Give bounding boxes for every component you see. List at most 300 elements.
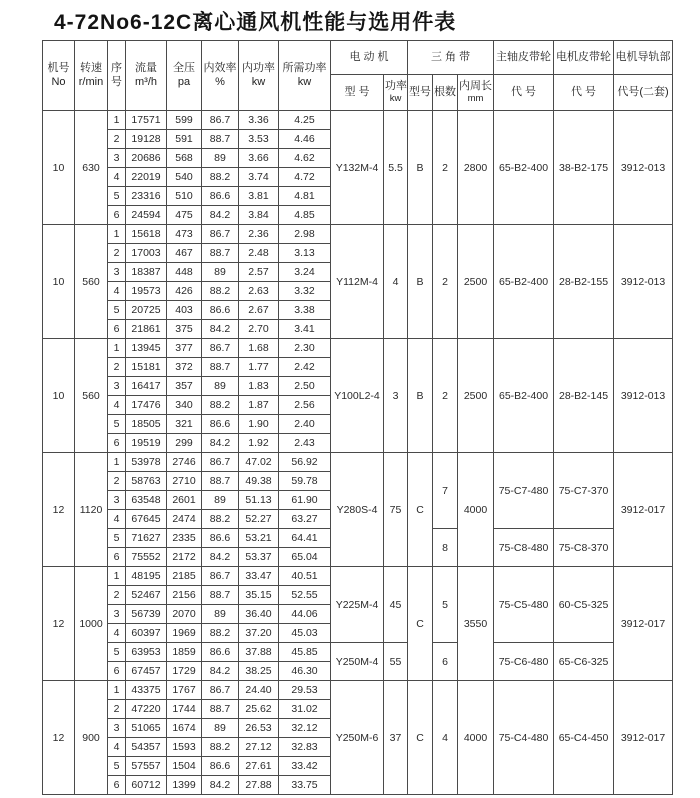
header-belt-count: 根数 [433,75,458,111]
belt-model-cell: C [408,453,433,567]
efficiency-cell: 84.2 [202,662,239,681]
seq-cell: 2 [108,358,126,377]
motor-model-cell: Y250M-4 [331,643,384,681]
header-main-pulley-code: 代 号 [494,75,554,111]
motor-power-cell: 75 [384,453,408,567]
efficiency-cell: 88.7 [202,700,239,719]
power-internal-cell: 27.12 [239,738,279,757]
power-required-cell: 4.62 [279,149,331,168]
efficiency-cell: 89 [202,149,239,168]
motor-model-cell: Y280S-4 [331,453,384,567]
main-pulley-cell: 75-C8-480 [494,529,554,567]
rail-code-cell: 3912-017 [614,681,673,795]
data-row [43,111,673,130]
seq-cell: 6 [108,320,126,339]
pressure-cell: 475 [167,206,202,225]
pressure-cell: 2474 [167,510,202,529]
pressure-cell: 321 [167,415,202,434]
speed-cell: 1120 [75,453,108,567]
machine-no-cell: 12 [43,453,75,567]
power-required-cell: 56.92 [279,453,331,472]
pressure-cell: 357 [167,377,202,396]
power-required-cell: 45.85 [279,643,331,662]
efficiency-cell: 89 [202,491,239,510]
flow-cell: 19573 [126,282,167,301]
efficiency-cell: 86.6 [202,529,239,548]
machine-no-cell: 12 [43,567,75,681]
flow-cell: 47220 [126,700,167,719]
header-speed: 转速 r/min [75,41,108,111]
seq-cell: 4 [108,168,126,187]
header-group-vbelt: 三 角 带 [408,41,494,75]
belt-length-cell: 2500 [458,225,494,339]
power-internal-cell: 1.68 [239,339,279,358]
seq-cell: 2 [108,700,126,719]
efficiency-cell: 89 [202,377,239,396]
pressure-cell: 426 [167,282,202,301]
efficiency-cell: 86.6 [202,187,239,206]
flow-cell: 60397 [126,624,167,643]
data-row [43,643,673,662]
power-internal-cell: 37.20 [239,624,279,643]
machine-no-cell: 12 [43,681,75,795]
power-required-cell: 4.46 [279,130,331,149]
flow-cell: 18505 [126,415,167,434]
power-required-cell: 40.51 [279,567,331,586]
seq-cell: 4 [108,510,126,529]
belt-count-cell: 2 [433,225,458,339]
pressure-cell: 1729 [167,662,202,681]
seq-cell: 2 [108,130,126,149]
pressure-cell: 448 [167,263,202,282]
pressure-cell: 540 [167,168,202,187]
pressure-cell: 2335 [167,529,202,548]
pressure-cell: 1744 [167,700,202,719]
header-power-required: 所需功率 kw [279,41,331,111]
efficiency-cell: 88.7 [202,358,239,377]
flow-cell: 52467 [126,586,167,605]
flow-cell: 15618 [126,225,167,244]
flow-cell: 51065 [126,719,167,738]
flow-cell: 67457 [126,662,167,681]
power-internal-cell: 1.83 [239,377,279,396]
belt-count-cell: 8 [433,529,458,567]
main-pulley-cell: 75-C6-480 [494,643,554,681]
power-internal-cell: 38.25 [239,662,279,681]
efficiency-cell: 88.2 [202,168,239,187]
pressure-cell: 473 [167,225,202,244]
efficiency-cell: 88.2 [202,624,239,643]
flow-cell: 63548 [126,491,167,510]
flow-cell: 17476 [126,396,167,415]
seq-cell: 6 [108,776,126,795]
main-pulley-cell: 65-B2-400 [494,339,554,453]
speed-cell: 560 [75,339,108,453]
flow-cell: 54357 [126,738,167,757]
power-required-cell: 3.41 [279,320,331,339]
flow-cell: 19519 [126,434,167,453]
belt-model-cell: C [408,567,433,681]
power-internal-cell: 2.57 [239,263,279,282]
pressure-cell: 1399 [167,776,202,795]
main-pulley-cell: 75-C4-480 [494,681,554,795]
power-required-cell: 64.41 [279,529,331,548]
efficiency-cell: 84.2 [202,434,239,453]
power-internal-cell: 51.13 [239,491,279,510]
motor-pulley-cell: 60-C5-325 [554,567,614,643]
power-internal-cell: 36.40 [239,605,279,624]
belt-length-cell: 2800 [458,111,494,225]
pressure-cell: 375 [167,320,202,339]
power-internal-cell: 2.67 [239,301,279,320]
header-pressure: 全压 pa [167,41,202,111]
efficiency-cell: 86.6 [202,301,239,320]
motor-pulley-cell: 28-B2-155 [554,225,614,339]
efficiency-cell: 88.7 [202,586,239,605]
data-row [43,453,673,472]
power-internal-cell: 3.66 [239,149,279,168]
flow-cell: 20725 [126,301,167,320]
pressure-cell: 591 [167,130,202,149]
flow-cell: 75552 [126,548,167,567]
header-belt-model: 型号 [408,75,433,111]
power-internal-cell: 3.36 [239,111,279,130]
header-rail-code: 代号(二套) [614,75,673,111]
power-required-cell: 29.53 [279,681,331,700]
pressure-cell: 599 [167,111,202,130]
seq-cell: 3 [108,605,126,624]
motor-power-cell: 55 [384,643,408,681]
seq-cell: 5 [108,529,126,548]
power-required-cell: 31.02 [279,700,331,719]
power-internal-cell: 3.53 [239,130,279,149]
flow-cell: 18387 [126,263,167,282]
power-required-cell: 59.78 [279,472,331,491]
header-main-pulley: 主轴皮带轮 [494,41,554,75]
efficiency-cell: 86.7 [202,567,239,586]
seq-cell: 2 [108,244,126,263]
efficiency-cell: 86.7 [202,225,239,244]
header-motor-model: 型 号 [331,75,384,111]
seq-cell: 6 [108,206,126,225]
efficiency-cell: 88.7 [202,244,239,263]
rail-code-cell: 3912-013 [614,339,673,453]
power-internal-cell: 33.47 [239,567,279,586]
speed-cell: 630 [75,111,108,225]
belt-count-cell: 2 [433,111,458,225]
pressure-cell: 2070 [167,605,202,624]
seq-cell: 4 [108,738,126,757]
seq-cell: 1 [108,111,126,130]
flow-cell: 63953 [126,643,167,662]
motor-power-cell: 45 [384,567,408,643]
power-internal-cell: 1.92 [239,434,279,453]
spec-table-body [43,111,673,795]
flow-cell: 17571 [126,111,167,130]
speed-cell: 900 [75,681,108,795]
seq-cell: 6 [108,662,126,681]
motor-model-cell: Y112M-4 [331,225,384,339]
efficiency-cell: 84.2 [202,206,239,225]
flow-cell: 60712 [126,776,167,795]
efficiency-cell: 84.2 [202,776,239,795]
power-internal-cell: 37.88 [239,643,279,662]
pressure-cell: 510 [167,187,202,206]
fan-spec-table [42,40,673,795]
belt-count-cell: 5 [433,567,458,643]
main-pulley-cell: 75-C7-480 [494,453,554,529]
power-required-cell: 2.43 [279,434,331,453]
power-internal-cell: 35.15 [239,586,279,605]
header-machine-no: 机号 No [43,41,75,111]
flow-cell: 20686 [126,149,167,168]
belt-count-cell: 6 [433,643,458,681]
flow-cell: 57557 [126,757,167,776]
data-row [43,225,673,244]
power-required-cell: 2.50 [279,377,331,396]
power-internal-cell: 2.63 [239,282,279,301]
power-required-cell: 2.42 [279,358,331,377]
pressure-cell: 2710 [167,472,202,491]
power-internal-cell: 3.84 [239,206,279,225]
rail-code-cell: 3912-017 [614,453,673,567]
header-motor-pulley-code: 代 号 [554,75,614,111]
efficiency-cell: 88.7 [202,130,239,149]
pressure-cell: 2185 [167,567,202,586]
flow-cell: 67645 [126,510,167,529]
flow-cell: 13945 [126,339,167,358]
power-required-cell: 33.75 [279,776,331,795]
data-row [43,567,673,586]
power-internal-cell: 53.37 [239,548,279,567]
efficiency-cell: 86.6 [202,415,239,434]
power-required-cell: 33.42 [279,757,331,776]
efficiency-cell: 86.7 [202,453,239,472]
power-required-cell: 32.83 [279,738,331,757]
flow-cell: 19128 [126,130,167,149]
pressure-cell: 1969 [167,624,202,643]
flow-cell: 23316 [126,187,167,206]
pressure-cell: 2156 [167,586,202,605]
seq-cell: 5 [108,187,126,206]
pressure-cell: 2601 [167,491,202,510]
motor-pulley-cell: 75-C8-370 [554,529,614,567]
header-belt-length: 内周长 mm [458,75,494,111]
motor-model-cell: Y225M-4 [331,567,384,643]
power-internal-cell: 1.87 [239,396,279,415]
machine-no-cell: 10 [43,339,75,453]
header-rail: 电机导轨部 [614,41,673,75]
power-internal-cell: 2.36 [239,225,279,244]
belt-count-cell: 2 [433,339,458,453]
belt-model-cell: C [408,681,433,795]
seq-cell: 6 [108,548,126,567]
seq-cell: 5 [108,301,126,320]
belt-length-cell: 2500 [458,339,494,453]
power-internal-cell: 3.74 [239,168,279,187]
table-header [43,41,673,111]
pressure-cell: 340 [167,396,202,415]
motor-model-cell: Y132M-4 [331,111,384,225]
belt-length-cell: 4000 [458,681,494,795]
motor-power-cell: 5.5 [384,111,408,225]
efficiency-cell: 89 [202,719,239,738]
flow-cell: 16417 [126,377,167,396]
power-required-cell: 32.12 [279,719,331,738]
efficiency-cell: 86.6 [202,757,239,776]
header-efficiency: 内效率 % [202,41,239,111]
power-required-cell: 2.30 [279,339,331,358]
belt-count-cell: 7 [433,453,458,529]
flow-cell: 17003 [126,244,167,263]
power-internal-cell: 2.70 [239,320,279,339]
pressure-cell: 372 [167,358,202,377]
seq-cell: 2 [108,472,126,491]
belt-length-cell: 4000 [458,453,494,567]
flow-cell: 22019 [126,168,167,187]
speed-cell: 1000 [75,567,108,681]
pressure-cell: 1767 [167,681,202,700]
power-required-cell: 3.13 [279,244,331,263]
data-row [43,339,673,358]
motor-pulley-cell: 65-C4-450 [554,681,614,795]
power-required-cell: 4.81 [279,187,331,206]
belt-length-cell: 3550 [458,567,494,681]
motor-model-cell: Y100L2-4 [331,339,384,453]
main-pulley-cell: 65-B2-400 [494,111,554,225]
power-required-cell: 46.30 [279,662,331,681]
header-motor-pulley: 电机皮带轮 [554,41,614,75]
seq-cell: 4 [108,396,126,415]
motor-pulley-cell: 38-B2-175 [554,111,614,225]
power-internal-cell: 47.02 [239,453,279,472]
page-title: 4-72No6-12C离心通风机性能与选用件表 [54,11,457,34]
efficiency-cell: 86.7 [202,681,239,700]
power-required-cell: 2.40 [279,415,331,434]
power-required-cell: 4.72 [279,168,331,187]
pressure-cell: 299 [167,434,202,453]
efficiency-cell: 89 [202,263,239,282]
flow-cell: 24594 [126,206,167,225]
flow-cell: 71627 [126,529,167,548]
data-row [43,681,673,700]
power-required-cell: 61.90 [279,491,331,510]
efficiency-cell: 88.2 [202,282,239,301]
flow-cell: 56739 [126,605,167,624]
power-required-cell: 3.38 [279,301,331,320]
power-internal-cell: 1.77 [239,358,279,377]
machine-no-cell: 10 [43,111,75,225]
header-flow: 流量 m³/h [126,41,167,111]
pressure-cell: 467 [167,244,202,263]
pressure-cell: 2746 [167,453,202,472]
belt-count-cell: 4 [433,681,458,795]
power-required-cell: 4.25 [279,111,331,130]
belt-model-cell: B [408,111,433,225]
power-required-cell: 65.04 [279,548,331,567]
main-pulley-cell: 65-B2-400 [494,225,554,339]
flow-cell: 53978 [126,453,167,472]
pressure-cell: 568 [167,149,202,168]
power-internal-cell: 52.27 [239,510,279,529]
efficiency-cell: 88.2 [202,738,239,757]
efficiency-cell: 86.7 [202,111,239,130]
power-internal-cell: 27.61 [239,757,279,776]
efficiency-cell: 84.2 [202,320,239,339]
seq-cell: 4 [108,282,126,301]
motor-power-cell: 37 [384,681,408,795]
seq-cell: 5 [108,643,126,662]
power-required-cell: 3.32 [279,282,331,301]
power-required-cell: 52.55 [279,586,331,605]
power-internal-cell: 25.62 [239,700,279,719]
rail-code-cell: 3912-017 [614,567,673,681]
efficiency-cell: 88.2 [202,510,239,529]
header-seq: 序 号 [108,41,126,111]
power-internal-cell: 24.40 [239,681,279,700]
header-power-internal: 内功率 kw [239,41,279,111]
efficiency-cell: 89 [202,605,239,624]
seq-cell: 1 [108,453,126,472]
power-internal-cell: 1.90 [239,415,279,434]
power-internal-cell: 27.88 [239,776,279,795]
power-required-cell: 2.98 [279,225,331,244]
seq-cell: 1 [108,225,126,244]
flow-cell: 48195 [126,567,167,586]
belt-model-cell: B [408,339,433,453]
seq-cell: 1 [108,681,126,700]
seq-cell: 3 [108,377,126,396]
belt-model-cell: B [408,225,433,339]
seq-cell: 5 [108,415,126,434]
power-internal-cell: 53.21 [239,529,279,548]
seq-cell: 3 [108,149,126,168]
power-required-cell: 63.27 [279,510,331,529]
pressure-cell: 1674 [167,719,202,738]
pressure-cell: 2172 [167,548,202,567]
motor-pulley-cell: 28-B2-145 [554,339,614,453]
efficiency-cell: 88.7 [202,472,239,491]
header-motor-power: 功率 kw [384,75,408,111]
pressure-cell: 377 [167,339,202,358]
pressure-cell: 1859 [167,643,202,662]
flow-cell: 15181 [126,358,167,377]
seq-cell: 2 [108,586,126,605]
motor-model-cell: Y250M-6 [331,681,384,795]
seq-cell: 3 [108,263,126,282]
flow-cell: 58763 [126,472,167,491]
efficiency-cell: 84.2 [202,548,239,567]
motor-power-cell: 4 [384,225,408,339]
pressure-cell: 1593 [167,738,202,757]
power-required-cell: 45.03 [279,624,331,643]
power-required-cell: 4.85 [279,206,331,225]
seq-cell: 3 [108,719,126,738]
pressure-cell: 403 [167,301,202,320]
motor-pulley-cell: 65-C6-325 [554,643,614,681]
motor-pulley-cell: 75-C7-370 [554,453,614,529]
power-internal-cell: 49.38 [239,472,279,491]
rail-code-cell: 3912-013 [614,225,673,339]
power-internal-cell: 3.81 [239,187,279,206]
seq-cell: 6 [108,434,126,453]
efficiency-cell: 86.7 [202,339,239,358]
efficiency-cell: 88.2 [202,396,239,415]
power-required-cell: 3.24 [279,263,331,282]
efficiency-cell: 86.6 [202,643,239,662]
flow-cell: 21861 [126,320,167,339]
flow-cell: 43375 [126,681,167,700]
